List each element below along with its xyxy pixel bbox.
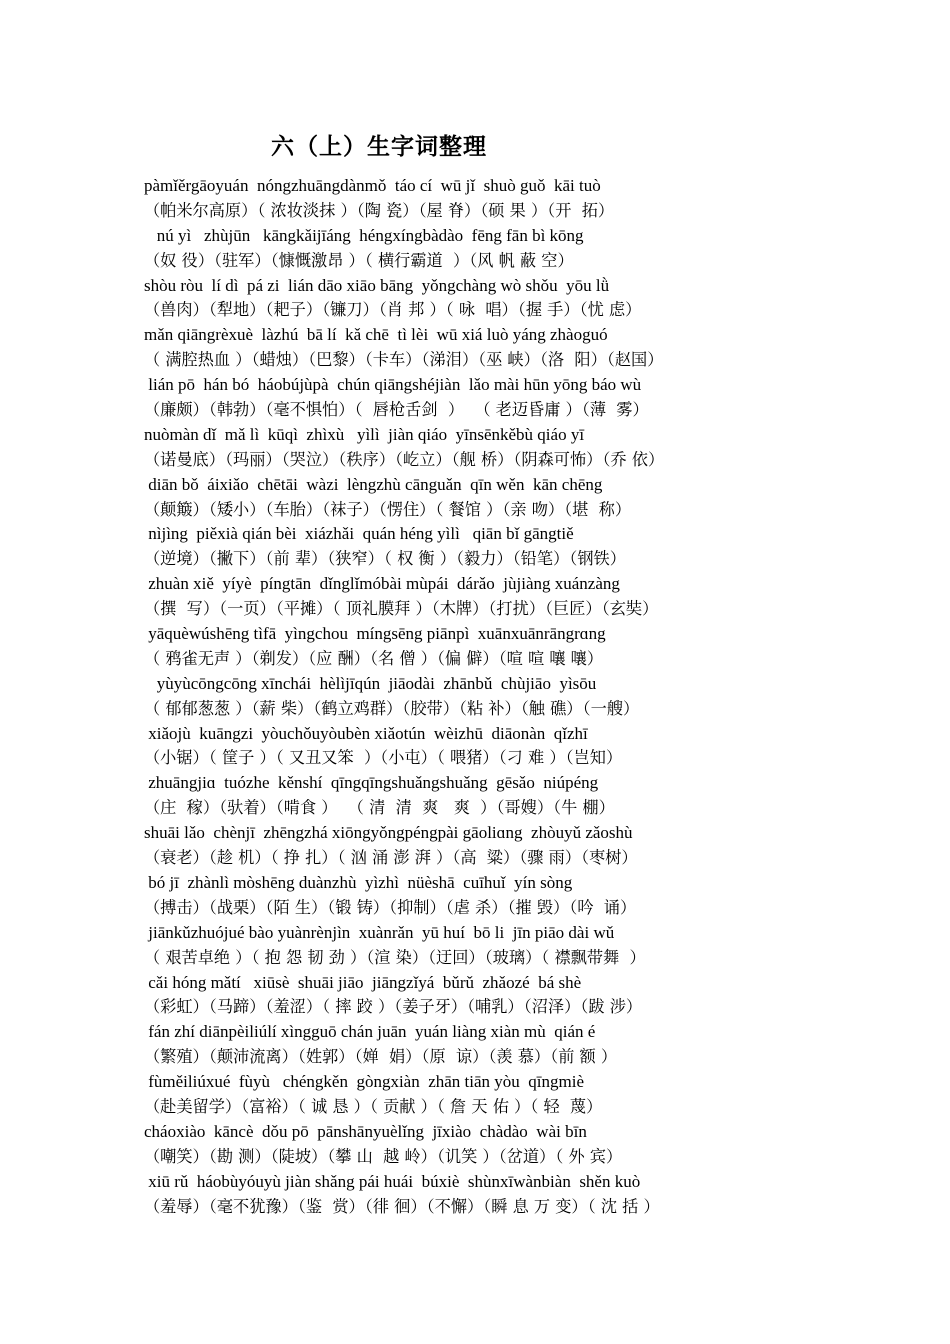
word-group <box>144 921 934 971</box>
hanzi-line: （ 艰苦卓绝 ）（ 抱 怨 韧 劲 ）（渲 染）（迂回）（玻璃）（ 襟飘带舞 ） <box>144 947 646 967</box>
word-group <box>144 174 934 224</box>
page-title: 六（上）生字词整理 <box>271 134 487 160</box>
pinyin-line: shòu ròu lí dì pá zi lián dāo xiāo bāng yǒngchàng wò shǒu yōu lǜ <box>144 275 610 295</box>
pinyin-line: cǎi hóng mǎtí xiūsè shuāi jiāo jiāngzǐyá bǔrǔ zhǎozé bá shè <box>144 972 582 992</box>
pinyin-line: cháoxiào kāncè dǒu pō pānshānyuèlǐng jīxiào chàdào wài bīn <box>144 1121 587 1141</box>
hanzi-line: （羞辱）（毫不犹豫）（鉴 赏）（徘 徊）（不懈）（瞬 息 万 变）（ 沈 括 ） <box>144 1196 660 1216</box>
pinyin-line: nuòmàn dǐ mǎ lì kūqì zhìxù yìlì jiàn qiáo yīnsēnkěbù qiáo yī <box>144 424 585 444</box>
pinyin-line: lián pō hán bó háobújùpà chún qiāngshéjiàn lǎo mài hūn yōng báo wù <box>144 375 642 395</box>
hanzi-line: （彩虹）（马蹄）（羞涩）（ 摔 跤 ）（姜子牙）（哺乳）（沼泽）（跋 涉） <box>144 997 643 1017</box>
hanzi-line: （诺曼底）（玛丽）（哭泣）（秩序）（屹立）（舰 桥）（阴森可怖）（乔 依） <box>144 449 665 469</box>
word-group <box>144 622 934 672</box>
word-group <box>144 821 934 871</box>
hanzi-line: （ 满腔热血 ）（蜡烛）（巴黎）（卡车）（涕泪）（巫 峡）（洛 阳）（赵国） <box>144 350 664 370</box>
pinyin-line: xiǎojù kuāngzi yòuchǒuyòubèn xiǎotún wèizhū diāonàn qǐzhī <box>144 723 588 743</box>
word-group <box>144 224 934 274</box>
pinyin-line: yāquèwúshēng tìfā yìngchou míngsēng piānpì xuānxuānrāngrɑng <box>144 624 606 644</box>
pinyin-line: nú yì zhùjūn kāngkǎijīáng héngxíngbàdào fēng fān bì kōng <box>144 225 584 245</box>
word-group <box>144 274 934 324</box>
hanzi-line: （颠簸）（矮小）（车胎）（袜子）（愣住）（ 餐馆 ）（亲 吻）（堪 称） <box>144 499 632 519</box>
hanzi-line: （ 郁郁葱葱 ）（薪 柴）（鹤立鸡群）（胶带）（粘 补）（触 礁）（一艘） <box>144 698 640 718</box>
hanzi-line: （搏击）（战栗）（陌 生）（锻 铸）（抑制）（虐 杀）（摧 毁）（吟 诵） <box>144 897 637 917</box>
hanzi-line: （庄 稼）（驮着）（啃食 ） （ 清 清 爽 爽 ）（哥嫂）（牛 棚） <box>144 798 615 818</box>
word-group <box>144 672 934 722</box>
hanzi-line: （衰老）（趁 机）（ 挣 扎）（ 汹 涌 澎 湃 ）（高 粱）（骤 雨）（枣树） <box>144 848 638 868</box>
pinyin-line: fán zhí diānpèiliúlí xìngguō chán juān yuán liàng xiàn mù qián é <box>144 1022 596 1042</box>
hanzi-line: （逆境）（撇下）（前 辈）（狭窄）（ 权 衡 ）（毅力）（铅笔）（钢铁） <box>144 549 626 569</box>
word-group <box>144 1120 934 1170</box>
word-group <box>144 1020 934 1070</box>
word-group <box>144 771 934 821</box>
hanzi-line: （奴 役）（驻军）（慷慨激昂 ）（ 横行霸道 ）（风 帆 蔽 空） <box>144 250 574 270</box>
pinyin-line: pàmǐěrgāoyuán nóngzhuāngdànmǒ táo cí wū jǐ shuò guǒ kāi tuò <box>144 176 601 195</box>
pinyin-line: bó jī zhànlì mòshēng duànzhù yìzhì nüèshā cuīhuǐ yín sòng <box>144 872 573 892</box>
pinyin-line: shuāi lǎo chènjī zhēngzhá xiōngyǒngpéngpài gāoliɑng zhòuyǔ zǎoshù <box>144 823 633 843</box>
hanzi-line: （繁殖）（颠沛流离）（姓郭）（婵 娟）（原 谅）（羡 慕）（前 额 ） <box>144 1047 618 1067</box>
word-group <box>144 522 934 572</box>
word-group <box>144 1170 934 1220</box>
pinyin-line: nìjìng piěxià qián bèi xiázhǎi quán héng yìlì qiān bǐ gāngtiě <box>144 524 574 544</box>
pinyin-line: diān bǒ áixiǎo chētāi wàzi lèngzhù cānguǎn qīn wěn kān chēng <box>144 474 603 494</box>
pinyin-line: zhuāngjiɑ tuózhe kěnshí qīngqīngshuǎngshuǎng gēsǎo niúpéng <box>144 773 599 793</box>
hanzi-line: （ 鸦雀无声 ）（剃发）（应 酬）（名 僧 ）（偏 僻）（喧 喧 嚷 嚷） <box>144 648 604 668</box>
hanzi-line: （撰 写）（一页）（平摊）（ 顶礼膜拜 ）（木牌）（打扰）（巨匠）（玄奘） <box>144 599 659 619</box>
word-group <box>144 572 934 622</box>
hanzi-line: （嘲笑）（勘 测）（陡坡）（攀 山 越 岭）（讥笑 ）（岔道）（ 外 宾） <box>144 1146 623 1166</box>
word-group <box>144 473 934 523</box>
hanzi-line: （赴美留学）（富裕）（ 诚 恳 ）（ 贡献 ）（ 詹 天 佑 ）（ 轻 蔑） <box>144 1096 603 1116</box>
hanzi-line: （帕米尔高原）（ 浓妆淡抹 ）（陶 瓷）（屋 脊）（硕 果 ）（开 拓） <box>144 200 615 220</box>
hanzi-line: （廉颇）（韩勃）（毫不惧怕）（ 唇枪舌剑 ） （ 老迈昏庸 ）（薄 雾） <box>144 400 649 420</box>
word-group <box>144 373 934 423</box>
vocabulary-list <box>144 174 934 1219</box>
pinyin-line: zhuàn xiě yíyè píngtān dǐnglǐmóbài mùpái dárǎo jùjiàng xuánzàng <box>144 574 620 594</box>
pinyin-line: jiānkǔzhuójué bào yuànrènjìn xuànrǎn yū huí bō li jīn piāo dài wǔ <box>144 922 615 942</box>
word-group <box>144 871 934 921</box>
word-group <box>144 971 934 1021</box>
word-group <box>144 722 934 772</box>
pinyin-line: mǎn qiāngrèxuè làzhú bā lí kǎ chē tì lèi wū xiá luò yáng zhàoguó <box>144 325 608 345</box>
hanzi-line: （兽肉）（犁地）（耙子）（镰刀）（肖 邦 ）（ 咏 唱）（握 手）（忧 虑） <box>144 300 642 320</box>
hanzi-line: （小锯）（ 筐子 ）（ 又丑又笨 ）（小屯）（ 喂猪）（刁 难 ）（岂知） <box>144 748 623 768</box>
word-group <box>144 323 934 373</box>
word-group <box>144 1070 934 1120</box>
pinyin-line: yùyùcōngcōng xīnchái hèlìjīqún jiāodài zhānbǔ chùjiāo yìsōu <box>144 673 597 693</box>
pinyin-line: fùměiliúxué fùyù chéngkěn gòngxiàn zhān tiān yòu qīngmiè <box>144 1072 585 1092</box>
pinyin-line: xiū rǔ háobùyóuyù jiàn shǎng pái huái búxiè shùnxīwànbiàn shěn kuò <box>144 1171 641 1191</box>
word-group <box>144 423 934 473</box>
